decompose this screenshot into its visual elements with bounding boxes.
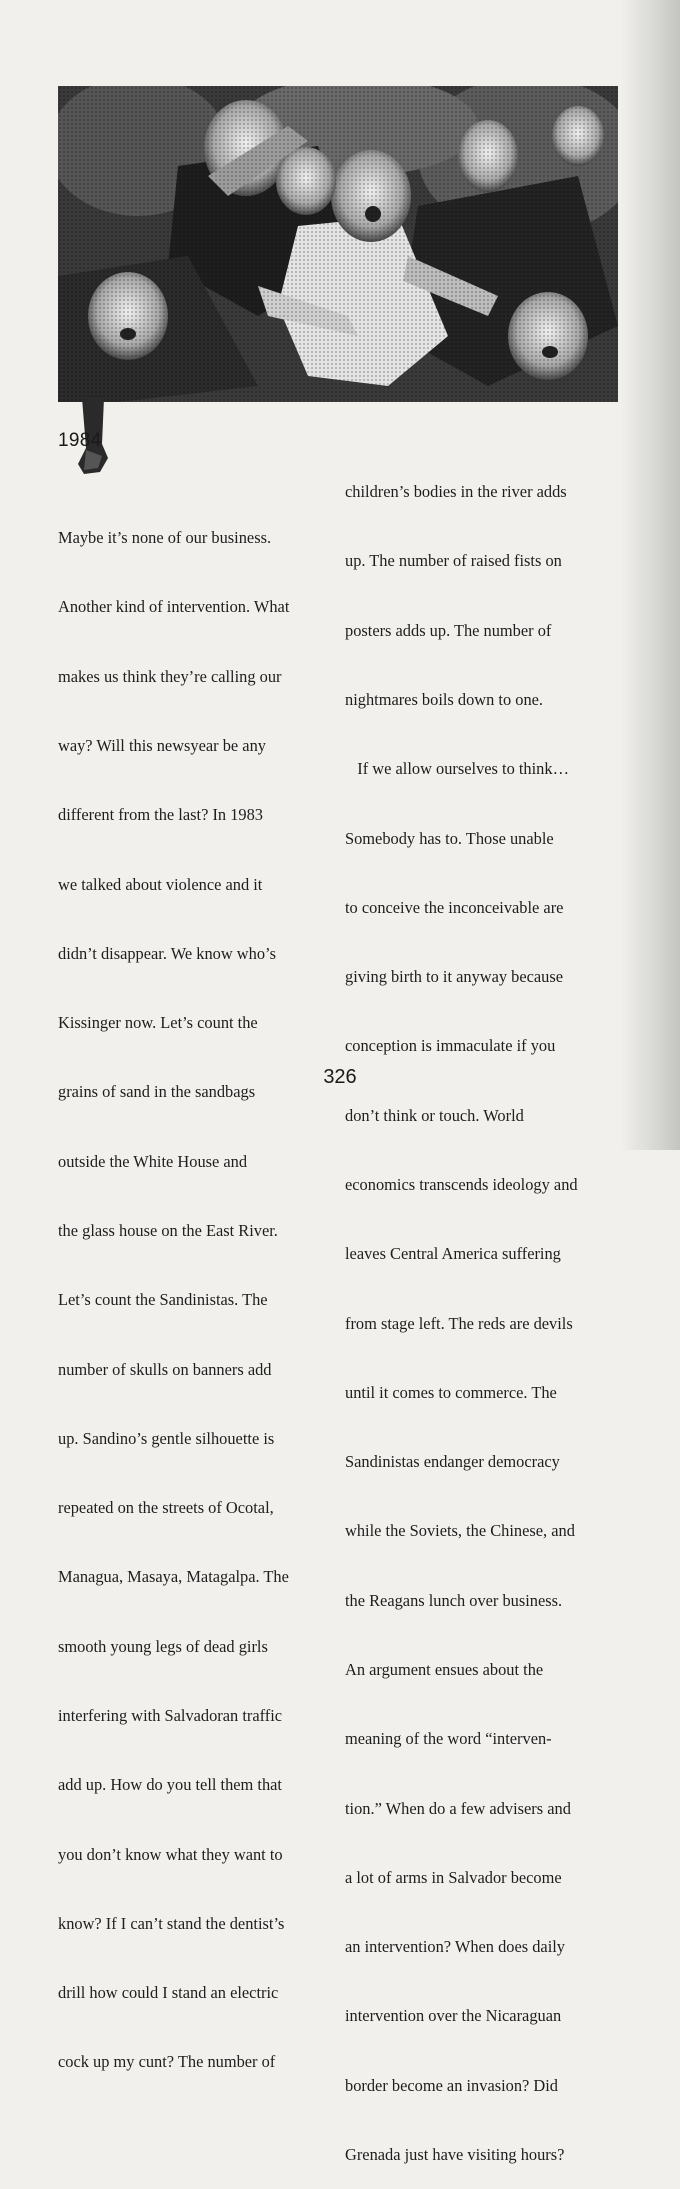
text-line: grains of sand in the sandbags — [58, 1082, 256, 1102]
text-line: intervention over the Nicaraguan — [345, 2006, 562, 2026]
text-line: If we allow ourselves to think… — [345, 759, 569, 779]
text-line: posters adds up. The number of — [345, 620, 552, 640]
text-line: a lot of arms in Salvador become — [345, 1867, 562, 1887]
text-line: know? If I can’t stand the dentist’s — [58, 1913, 285, 1933]
text-line: smooth young legs of dead girls — [58, 1636, 268, 1656]
text-line: different from the last? In 1983 — [58, 805, 263, 825]
text-line: children’s bodies in the river adds — [345, 482, 567, 502]
crowd-photograph — [58, 86, 618, 402]
text-line: up. The number of raised fists on — [345, 551, 562, 571]
text-line: don’t think or touch. World — [345, 1105, 524, 1125]
right-text-column — [345, 434, 578, 2189]
text-line: border become an invasion? Did — [345, 2075, 559, 2095]
text-line: interfering with Salvadoran traffic — [58, 1705, 283, 1725]
text-line: Kissinger now. Let’s count the — [58, 1013, 258, 1033]
text-line: leaves Central America suffering — [345, 1244, 561, 1264]
text-line: an intervention? When does daily — [345, 1937, 565, 1957]
text-line: makes us think they’re calling our — [58, 666, 282, 686]
text-line: add up. How do you tell them that — [58, 1775, 282, 1795]
left-text-column — [58, 480, 289, 2097]
text-line: number of skulls on banners add — [58, 1359, 272, 1379]
text-line: economics transcends ideology and — [345, 1175, 578, 1194]
text-line: giving birth to it anyway because — [345, 967, 564, 987]
year-heading: 1984 — [58, 430, 102, 451]
text-line: conception is immaculate if you — [345, 1036, 556, 1056]
text-line: while the Soviets, the Chinese, and — [345, 1521, 575, 1541]
text-line: Somebody has to. Those unable — [345, 828, 554, 848]
text-line: Let’s count the Sandinistas. The — [58, 1290, 268, 1310]
text-line: the glass house on the East River. — [58, 1221, 278, 1240]
text-line: nightmares boils down to one. — [345, 690, 544, 710]
text-line: Another kind of intervention. What — [58, 597, 290, 617]
text-line: meaning of the word “interven- — [345, 1729, 552, 1749]
text-line: didn’t disappear. We know who’s — [58, 943, 276, 963]
photo-illustration — [58, 86, 618, 402]
text-line: Maybe it’s none of our business. — [58, 528, 272, 548]
text-line: Managua, Masaya, Matagalpa. The — [58, 1567, 289, 1587]
text-line: Sandinistas endanger democracy — [345, 1452, 560, 1472]
text-line: drill how could I stand an electric — [58, 1983, 279, 2003]
text-line: up. Sandino’s gentle silhouette is — [58, 1428, 275, 1448]
text-line: cock up my cunt? The number of — [58, 2052, 276, 2072]
text-line: repeated on the streets of Ocotal, — [58, 1498, 274, 1518]
text-line: you don’t know what they want to — [58, 1844, 283, 1864]
page-number: 326 — [323, 1066, 357, 1088]
text-line: Grenada just have visiting hours? — [345, 2144, 565, 2164]
text-line: An argument ensues about the — [345, 1659, 544, 1679]
text-line: until it comes to commerce. The — [345, 1382, 557, 1402]
text-line: to conceive the inconceivable are — [345, 897, 564, 917]
text-line: the Reagans lunch over business. — [345, 1590, 563, 1610]
text-line: from stage left. The reds are devils — [345, 1313, 573, 1333]
text-line: tion.” When do a few advisers and — [345, 1798, 571, 1818]
text-line: we talked about violence and it — [58, 874, 263, 894]
text-line: way? Will this newsyear be any — [58, 736, 266, 756]
page-gutter-shadow — [620, 0, 680, 1150]
text-line: outside the White House and — [58, 1151, 248, 1171]
